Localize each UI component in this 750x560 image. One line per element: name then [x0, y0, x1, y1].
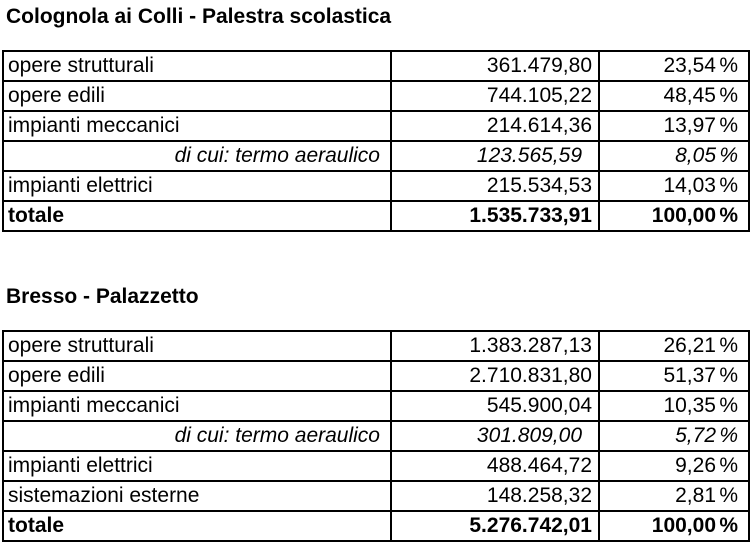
row-label: totale	[3, 201, 391, 231]
row-label: opere edili	[3, 361, 391, 391]
row-label: opere strutturali	[3, 51, 391, 81]
row-label: di cui: termo aeraulico	[3, 421, 391, 451]
percentage-value: 8,05	[675, 144, 716, 167]
percent-sign: %	[719, 204, 738, 227]
row-percentage	[599, 481, 749, 511]
row-amount: 1.383.287,13	[391, 331, 599, 361]
row-label: impianti meccanici	[3, 391, 391, 421]
percentage-value: 48,45	[663, 84, 716, 107]
table-row	[3, 391, 749, 421]
row-percentage	[599, 361, 749, 391]
table-row-subitem	[3, 141, 749, 171]
row-amount: 215.534,53	[391, 171, 599, 201]
row-amount: 1.535.733,91	[391, 201, 599, 231]
percentage-value: 2,81	[675, 484, 716, 507]
row-percentage	[599, 331, 749, 361]
row-label: opere strutturali	[3, 331, 391, 361]
percent-sign: %	[719, 84, 738, 107]
row-label: totale	[3, 511, 391, 541]
row-percentage	[599, 451, 749, 481]
percentage-value: 10,35	[663, 394, 716, 417]
percentage-value: 14,03	[663, 174, 716, 197]
row-amount: 2.710.831,80	[391, 361, 599, 391]
percentage-value: 9,26	[675, 454, 716, 477]
section-title-colognola: Colognola ai Colli - Palestra scolastica	[6, 5, 392, 28]
row-percentage	[599, 111, 749, 141]
row-percentage	[599, 51, 749, 81]
percent-sign: %	[719, 334, 738, 357]
row-amount: 488.464,72	[391, 451, 599, 481]
table-row-subitem	[3, 421, 749, 451]
table-row	[3, 331, 749, 361]
row-label: impianti meccanici	[3, 111, 391, 141]
row-amount: 545.900,04	[391, 391, 599, 421]
percentage-value: 51,37	[663, 364, 716, 387]
percent-sign: %	[719, 454, 738, 477]
row-percentage	[599, 391, 749, 421]
row-amount: 361.479,80	[391, 51, 599, 81]
table-row	[3, 361, 749, 391]
table-row	[3, 81, 749, 111]
table-row-total	[3, 201, 749, 231]
percent-sign: %	[719, 394, 738, 417]
row-percentage	[599, 141, 749, 171]
cost-table-bresso	[2, 330, 750, 542]
section-title-bresso: Bresso - Palazzetto	[6, 285, 199, 308]
percentage-value: 13,97	[663, 114, 716, 137]
row-amount: 301.809,00	[391, 421, 599, 451]
percent-sign: %	[719, 514, 738, 537]
row-label: impianti elettrici	[3, 171, 391, 201]
table-row	[3, 451, 749, 481]
row-percentage	[599, 81, 749, 111]
table-row	[3, 171, 749, 201]
percent-sign: %	[719, 144, 738, 167]
row-amount: 148.258,32	[391, 481, 599, 511]
percent-sign: %	[719, 364, 738, 387]
table-row-total	[3, 511, 749, 541]
percentage-value: 100,00	[651, 514, 716, 537]
percent-sign: %	[719, 174, 738, 197]
row-label: impianti elettrici	[3, 451, 391, 481]
row-percentage	[599, 511, 749, 541]
row-amount: 214.614,36	[391, 111, 599, 141]
row-percentage	[599, 421, 749, 451]
row-percentage	[599, 201, 749, 231]
table-row	[3, 481, 749, 511]
row-label: opere edili	[3, 81, 391, 111]
percent-sign: %	[719, 54, 738, 77]
row-label: di cui: termo aeraulico	[3, 141, 391, 171]
percentage-value: 23,54	[663, 54, 716, 77]
table-row	[3, 111, 749, 141]
percent-sign: %	[719, 424, 738, 447]
row-amount: 123.565,59	[391, 141, 599, 171]
percent-sign: %	[719, 114, 738, 137]
row-label: sistemazioni esterne	[3, 481, 391, 511]
row-percentage	[599, 171, 749, 201]
percentage-value: 5,72	[675, 424, 716, 447]
table-row	[3, 51, 749, 81]
cost-table-colognola	[2, 50, 750, 232]
row-amount: 744.105,22	[391, 81, 599, 111]
percentage-value: 26,21	[663, 334, 716, 357]
percent-sign: %	[719, 484, 738, 507]
percentage-value: 100,00	[651, 204, 716, 227]
row-amount: 5.276.742,01	[391, 511, 599, 541]
